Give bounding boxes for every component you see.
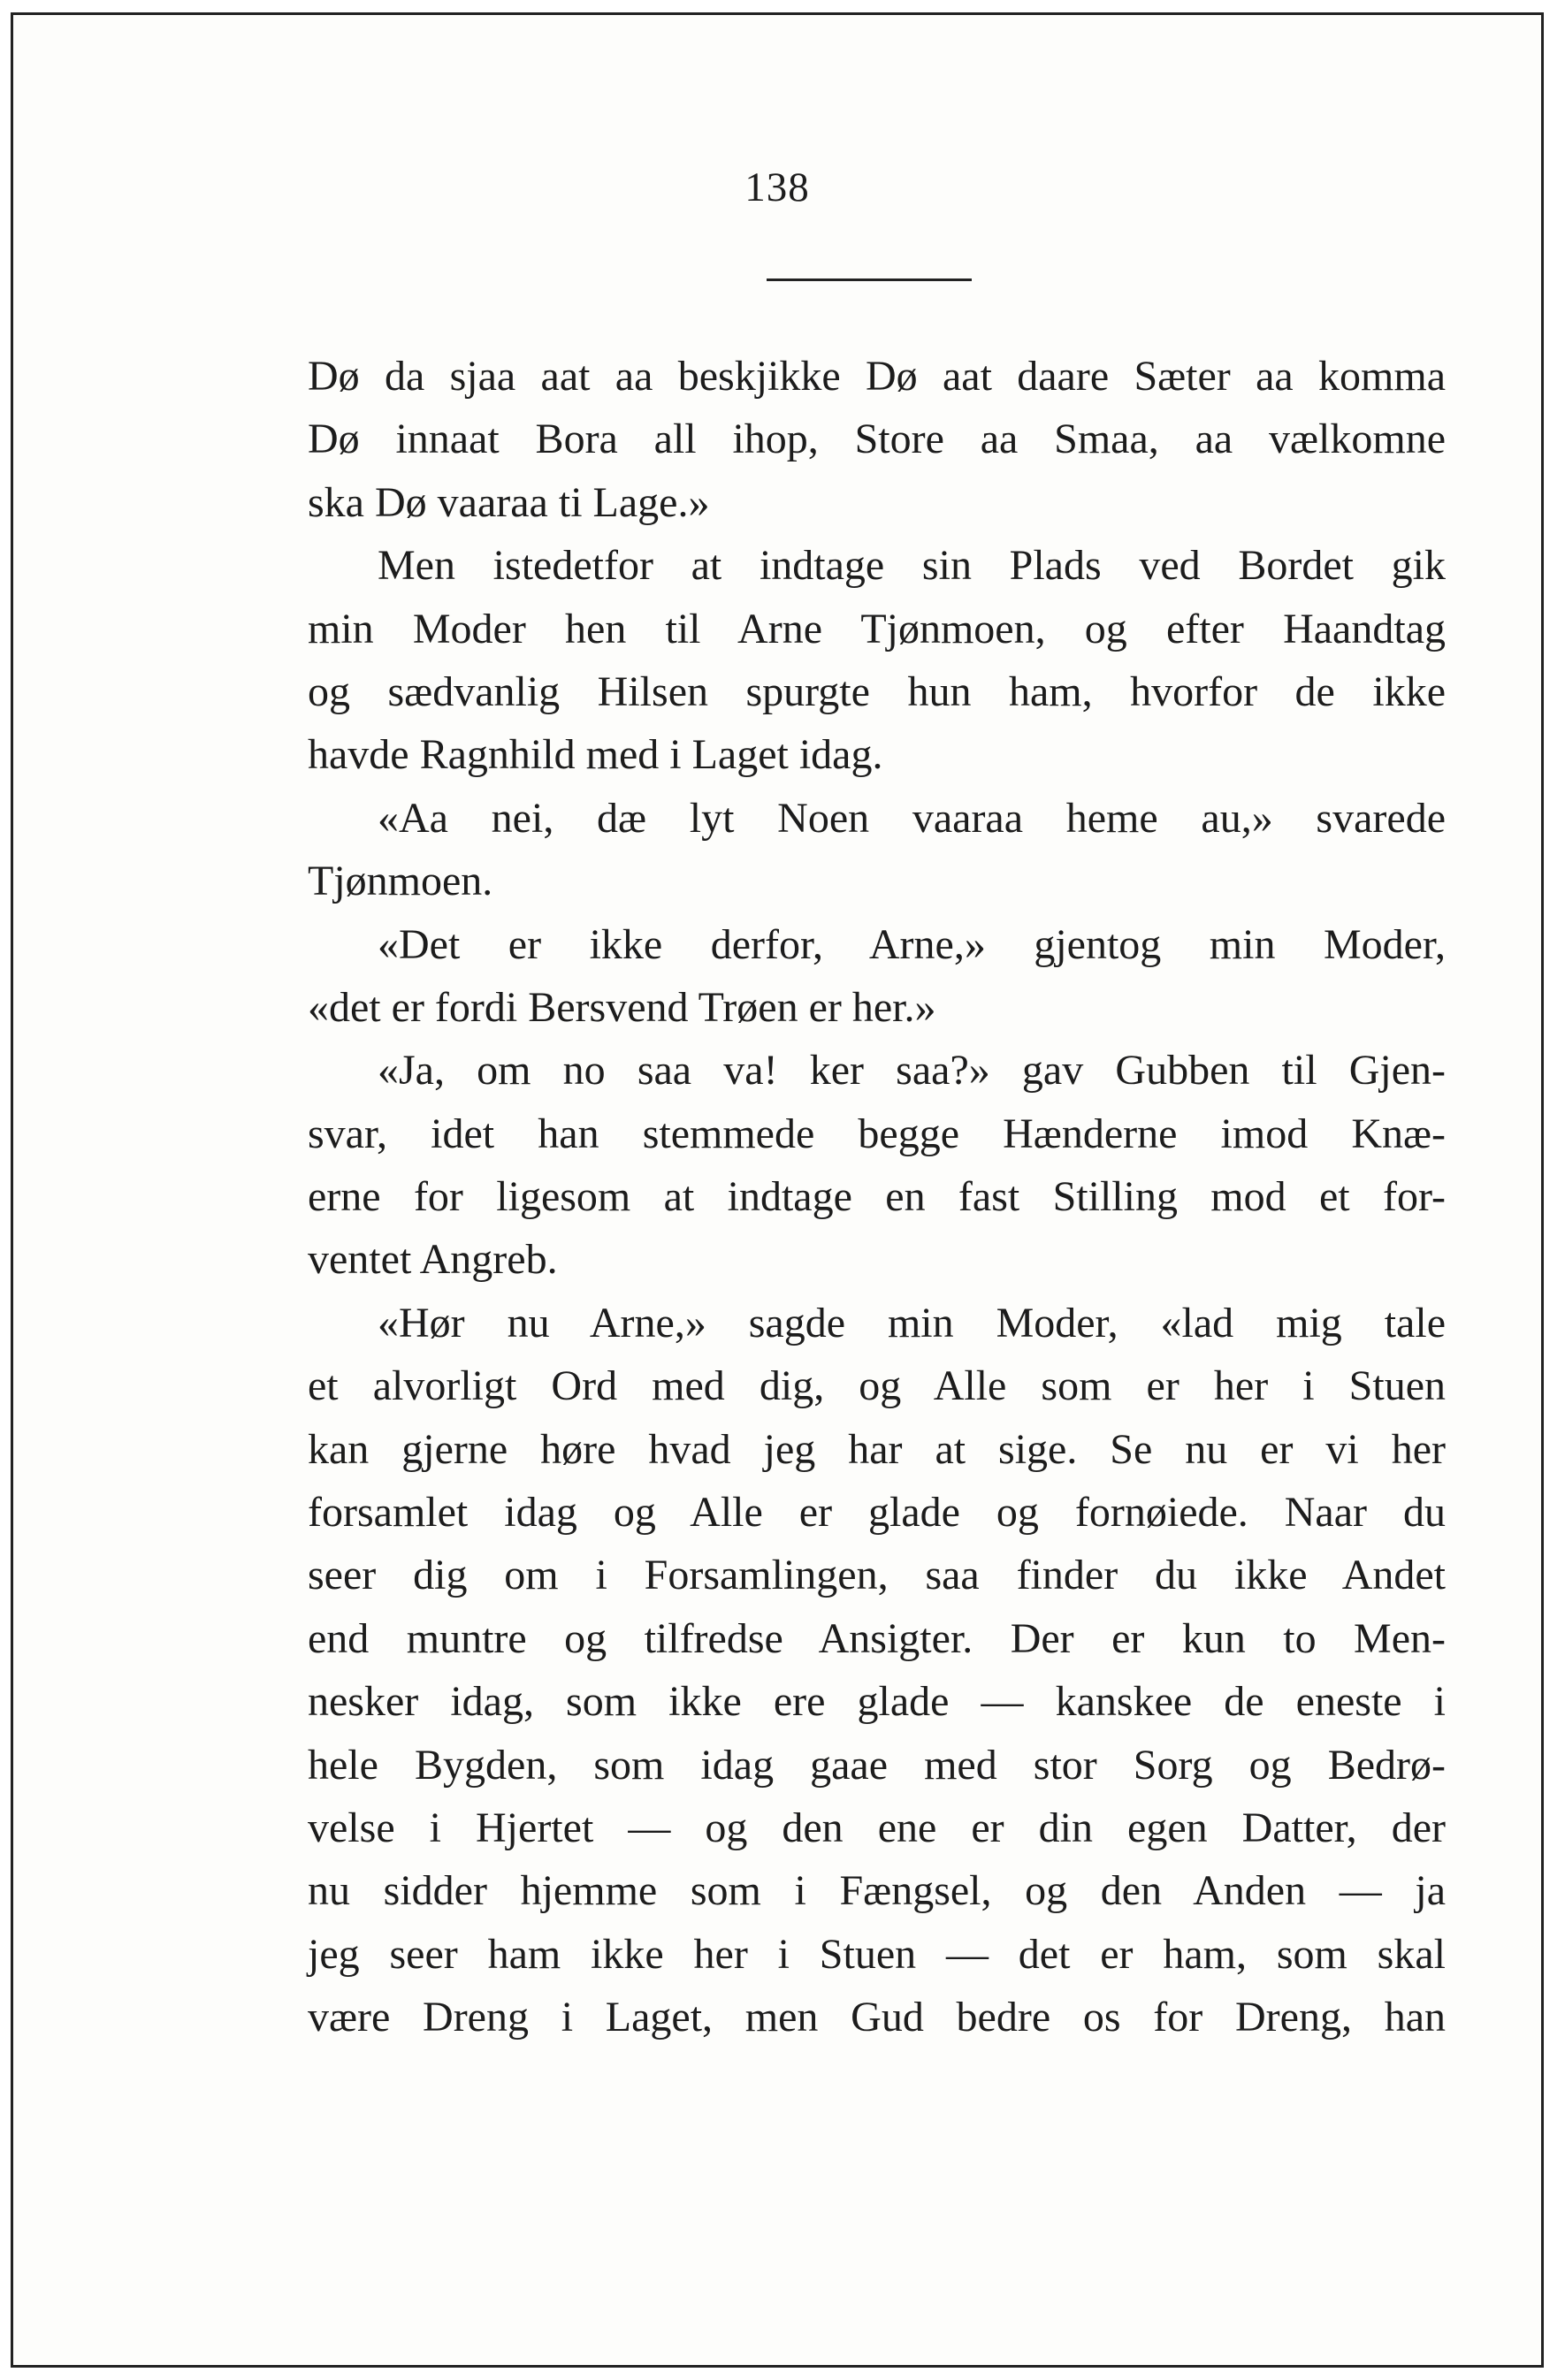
- text-line: svar, idet han stemmede begge Hænderne imod Knæ-: [308, 1110, 1446, 1157]
- text-line: velse i Hjertet — og den ene er din egen Datter, der: [308, 1804, 1446, 1851]
- text-line: Tjønmoen.: [308, 858, 493, 905]
- text-line: jeg seer ham ikke her i Stuen — det er ham, som skal: [308, 1930, 1446, 1978]
- text-line: «det er fordi Bersvend Trøen er her.»: [308, 983, 936, 1031]
- text-line: erne for ligesom at indtage en fast Stilling mod et for-: [308, 1173, 1446, 1221]
- text-line: Dø innaat Bora all ihop, Store aa Smaa, aa vælkomne: [308, 416, 1446, 463]
- text-line: «Hør nu Arne,» sagde min Moder, «lad mig tale: [378, 1299, 1446, 1346]
- text-line: Dø da sjaa aat aa beskjikke Dø aat daare Sæter aa komma: [308, 353, 1446, 400]
- text-line: forsamlet idag og Alle er glade og fornøiede. Naar du: [308, 1489, 1446, 1537]
- text-line: «Ja, om no saa va! ker saa?» gav Gubben til Gjen-: [378, 1047, 1446, 1095]
- text-line: nesker idag, som ikke ere glade — kanskee de eneste i: [308, 1678, 1446, 1726]
- text-line: nu sidder hjemme som i Fængsel, og den Anden — ja: [308, 1867, 1446, 1915]
- text-line: ska Dø vaaraa ti Lage.»: [308, 478, 710, 526]
- text-line: min Moder hen til Arne Tjønmoen, og efter Haandtag: [308, 605, 1446, 652]
- text-line: «Aa nei, dæ lyt Noen vaaraa heme au,» svarede: [378, 794, 1446, 842]
- text-line: seer dig om i Forsamlingen, saa finder du ikke Andet: [308, 1552, 1446, 1599]
- body-text: [308, 345, 1446, 2049]
- text-line: ventet Angreb.: [308, 1236, 558, 1284]
- text-line: et alvorligt Ord med dig, og Alle som er her i Stuen: [308, 1362, 1446, 1410]
- text-line: og sædvanlig Hilsen spurgte hun ham, hvorfor de ikke: [308, 667, 1446, 715]
- header-rule: [767, 278, 972, 281]
- text-line: kan gjerne høre hvad jeg har at sige. Se nu er vi her: [308, 1425, 1446, 1473]
- text-line: være Dreng i Laget, men Gud bedre os for Dreng, han: [308, 1994, 1446, 2041]
- text-line: havde Ragnhild med i Laget idag.: [308, 731, 883, 779]
- text-line: Men istedetfor at indtage sin Plads ved Bordet gik: [378, 542, 1446, 590]
- page-number: 138: [744, 164, 810, 210]
- text-line: end muntre og tilfredse Ansigter. Der er kun to Men-: [308, 1614, 1446, 1662]
- book-page: [11, 12, 1544, 2368]
- text-line: hele Bygden, som idag gaae med stor Sorg og Bedrø-: [308, 1741, 1446, 1789]
- text-line: «Det er ikke derfor, Arne,» gjentog min Moder,: [378, 920, 1446, 968]
